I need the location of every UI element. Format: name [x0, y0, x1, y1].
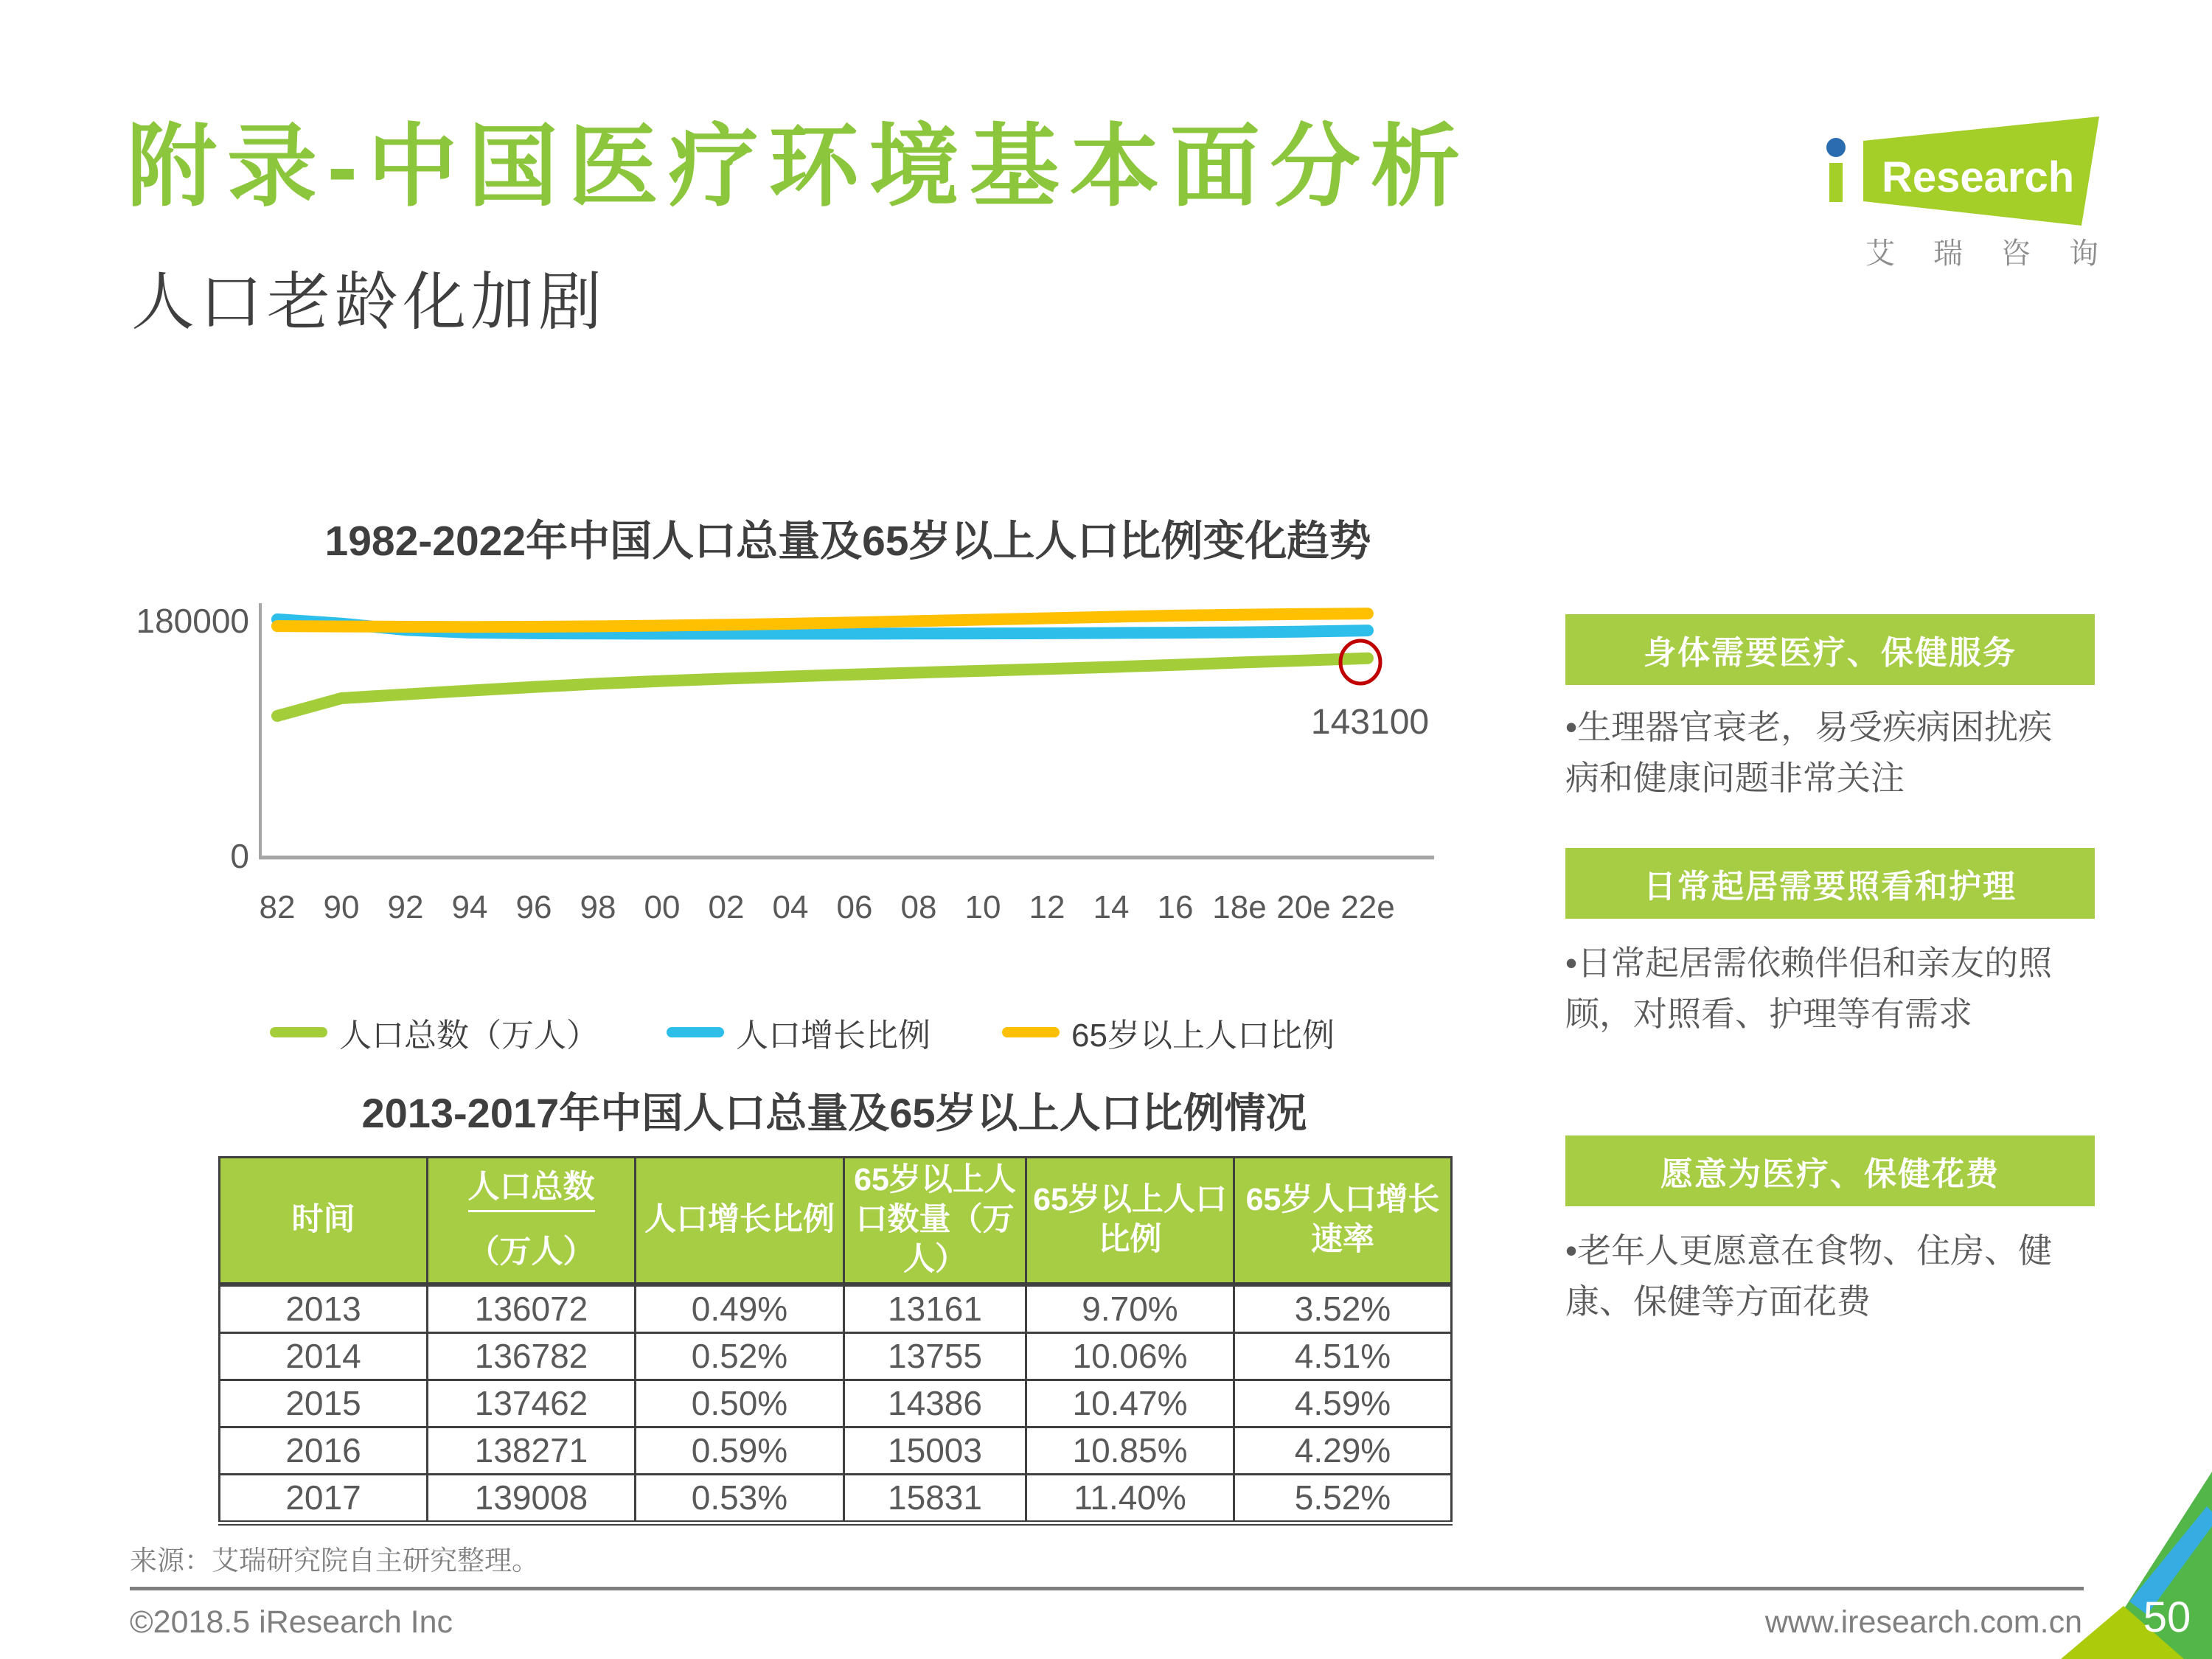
table-header-cell: 65岁以上人口数量（万人）	[844, 1158, 1026, 1284]
table-cell: 10.47%	[1026, 1380, 1234, 1427]
table-cell: 2013	[220, 1284, 428, 1333]
table-cell: 137462	[428, 1380, 636, 1427]
table-cell: 2015	[220, 1380, 428, 1427]
table-cell: 2014	[220, 1332, 428, 1380]
x-tick-label: 08	[900, 889, 937, 925]
x-tick-label: 16	[1157, 889, 1194, 925]
table-cell: 0.52%	[636, 1332, 844, 1380]
x-tick-label: 22e	[1340, 889, 1395, 925]
table-cell: 4.59%	[1234, 1380, 1452, 1427]
table-cell: 5.52%	[1234, 1474, 1452, 1523]
table-header-cell: 时间	[220, 1158, 428, 1284]
x-tick-label: 90	[323, 889, 360, 925]
x-tick-label: 92	[387, 889, 424, 925]
page-title: 附录-中国医疗环境基本面分析	[127, 116, 1471, 217]
table-header-cell: 人口总数 （万人）	[428, 1158, 636, 1284]
table-cell: 0.50%	[636, 1380, 844, 1427]
table-cell: 13755	[844, 1332, 1026, 1380]
table-header-cell: 65岁人口增长速率	[1234, 1158, 1452, 1284]
x-tick-label: 18e	[1212, 889, 1267, 925]
table-cell: 0.49%	[636, 1284, 844, 1333]
page-number: 50	[2143, 1593, 2191, 1641]
table-cell: 4.51%	[1234, 1332, 1452, 1380]
x-tick-label: 96	[515, 889, 552, 925]
x-tick-label: 12	[1029, 889, 1065, 925]
sidebar-section-2-bullet: •日常起居需依赖伴侣和亲友的照顾，对照看、护理等有需求	[1565, 944, 2053, 1033]
x-tick-label: 20e	[1276, 889, 1331, 925]
table-cell: 15831	[844, 1474, 1026, 1523]
x-tick-label: 04	[772, 889, 809, 925]
table-cell: 15003	[844, 1427, 1026, 1474]
chart-title: 1982-2022年中国人口总量及65岁以上人口比例变化趋势	[324, 518, 1371, 565]
table-header-cell: 人口增长比例	[636, 1158, 844, 1284]
sidebar-section-1-heading: 身体需要医疗、保健服务	[1565, 614, 2095, 685]
table-cell: 9.70%	[1026, 1284, 1234, 1333]
x-tick-label: 02	[708, 889, 745, 925]
sidebar-section-1-bullet: •生理器官衰老，易受疾病困扰疾病和健康问题非常关注	[1565, 708, 2053, 797]
x-tick-label: 94	[451, 889, 488, 925]
x-tick-label: 14	[1093, 889, 1130, 925]
table-cell: 0.53%	[636, 1474, 844, 1523]
x-tick-label: 98	[580, 889, 616, 925]
table-cell: 138271	[428, 1427, 636, 1474]
y-axis-max-label: 180000	[136, 602, 249, 640]
legend-label: 人口增长比例	[736, 1018, 931, 1054]
legend-label: 人口总数（万人）	[339, 1018, 599, 1054]
table-cell: 10.85%	[1026, 1427, 1234, 1474]
x-tick-label: 82	[259, 889, 296, 925]
annotation-value: 143100	[1310, 703, 1430, 742]
table-cell: 13161	[844, 1284, 1026, 1333]
sidebar-section-3-bullet: •老年人更愿意在食物、住房、健康、保健等方面花费	[1565, 1231, 2053, 1321]
logo-chinese-name: 艾瑞咨询	[1865, 237, 2137, 270]
table-cell: 3.52%	[1234, 1284, 1452, 1333]
legend-label: 65岁以上人口比例	[1071, 1018, 1335, 1054]
logo-research-text: Research	[1882, 153, 2075, 201]
page-subtitle: 人口老龄化加剧	[131, 267, 606, 338]
table-cell: 0.59%	[636, 1427, 844, 1474]
table-cell: 4.29%	[1234, 1427, 1452, 1474]
table-cell: 2017	[220, 1474, 428, 1523]
table-cell: 2016	[220, 1427, 428, 1474]
y-axis-min-label: 0	[230, 837, 249, 875]
table-cell: 136782	[428, 1332, 636, 1380]
sidebar-section-3-heading: 愿意为医疗、保健花费	[1565, 1135, 2095, 1206]
table-cell: 139008	[428, 1474, 636, 1523]
table-cell: 11.40%	[1026, 1474, 1234, 1523]
table-header-cell: 65岁以上人口比例	[1026, 1158, 1234, 1284]
source-note: 来源：艾瑞研究院自主研究整理。	[130, 1545, 539, 1576]
table-cell: 10.06%	[1026, 1332, 1234, 1380]
table-cell: 14386	[844, 1380, 1026, 1427]
x-tick-label: 10	[964, 889, 1001, 925]
sidebar-section-2-heading: 日常起居需要照看和护理	[1565, 848, 2095, 919]
website-url: www.iresearch.com.cn	[1764, 1604, 2082, 1640]
table-title: 2013-2017年中国人口总量及65岁以上人口比例情况	[361, 1090, 1307, 1136]
copyright-text: ©2018.5 iResearch Inc	[130, 1604, 453, 1640]
table-cell: 136072	[428, 1284, 636, 1333]
x-tick-label: 00	[644, 889, 681, 925]
x-tick-label: 06	[836, 889, 873, 925]
